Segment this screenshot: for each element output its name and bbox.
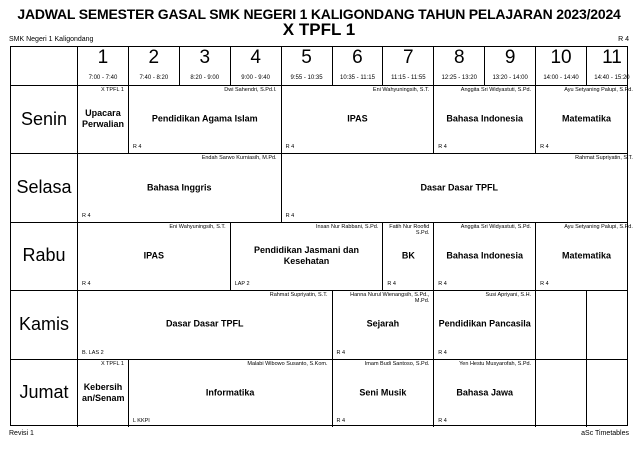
class-title: X TPFL 1 — [282, 20, 356, 39]
lesson-room: R 4 — [438, 349, 447, 356]
period-number: 4 — [250, 47, 261, 68]
lesson-subject: Bahasa Inggris — [147, 182, 212, 193]
lesson-cell[interactable] — [281, 85, 434, 153]
lesson-cell[interactable] — [77, 85, 128, 153]
lesson-subject: Bahasa Indonesia — [446, 250, 523, 261]
lesson-cell[interactable] — [433, 222, 535, 290]
day-label: Kamis — [18, 313, 69, 334]
lesson-subject: Bahasa Jawa — [456, 387, 513, 398]
lesson-teacher: Anggita Sri Widyastuti, S.Pd. — [460, 223, 532, 230]
lesson-cell[interactable] — [433, 290, 535, 358]
period-time: 9:55 - 10:35 — [290, 75, 323, 81]
lesson-room: R 4 — [438, 417, 447, 424]
lesson-teacher: X TPFL 1 — [100, 360, 124, 367]
lesson-room: R 4 — [540, 144, 549, 151]
lesson-teacher: Hanna Nurul Wienangsih, S.Pd., M.Pd. — [350, 292, 430, 305]
lesson-teacher: Eni Wahyuningsih, S.T. — [169, 223, 226, 230]
period-time: 10:35 - 11:15 — [339, 75, 375, 81]
period-time: 9:00 - 9:40 — [241, 75, 270, 81]
lesson-subject: Pendidikan Pancasila — [438, 318, 531, 329]
lesson-teacher: Rahmat Supriyatin, S.T. — [269, 292, 328, 299]
lesson-subject: BK — [401, 250, 415, 261]
lesson-subject: Matematika — [561, 113, 611, 124]
lesson-cell[interactable] — [535, 222, 637, 290]
lesson-room: R 4 — [82, 212, 91, 219]
period-time: 7:40 - 8:20 — [139, 75, 169, 81]
lesson-teacher: Ayu Setyaning Palupi, S.Pd. — [564, 87, 633, 93]
lesson-room: R 4 — [540, 281, 549, 288]
lesson-cell[interactable] — [230, 222, 383, 290]
generator-label: aSc Timetables — [581, 430, 629, 437]
lesson-cell[interactable] — [77, 290, 332, 358]
period-header — [484, 47, 535, 85]
lesson-subject: Seni Musik — [359, 387, 407, 398]
period-header — [332, 47, 383, 85]
period-header — [230, 47, 281, 85]
revision-label: Revisi 1 — [9, 430, 34, 437]
lesson-room: B. LAS 2 — [82, 349, 104, 356]
lesson-room: R 4 — [336, 349, 346, 356]
period-number: 9 — [504, 47, 516, 68]
lesson-room: R 4 — [132, 144, 142, 151]
lesson-cell[interactable] — [128, 85, 281, 153]
period-time: 14:00 - 14:40 — [543, 75, 579, 81]
period-number: 10 — [550, 47, 572, 68]
lesson-room: R 4 — [438, 281, 447, 288]
period-header — [179, 47, 230, 85]
lesson-subject: Dasar Dasar TPFL — [420, 182, 499, 193]
period-number: 6 — [352, 47, 363, 68]
lesson-subject: Upacara Perwalian — [82, 108, 125, 130]
lesson-cell[interactable] — [535, 290, 586, 358]
period-header — [128, 47, 179, 85]
lesson-teacher: Dwi Sahendri, S.Pd.I. — [224, 87, 277, 93]
lesson-cell[interactable] — [77, 222, 230, 290]
period-time: 13:20 - 14:00 — [492, 75, 528, 81]
lesson-cell[interactable] — [535, 85, 637, 153]
lesson-teacher: Yen Hestu Musyarofah, S.Pd. — [459, 360, 532, 367]
lesson-cell[interactable] — [281, 153, 637, 221]
period-header — [281, 47, 332, 85]
lesson-subject: IPAS — [143, 250, 165, 261]
lesson-teacher: Imam Budi Santoso, S.Pd. — [364, 360, 430, 367]
lesson-cell[interactable] — [77, 153, 281, 221]
day-label: Jumat — [19, 382, 69, 403]
lesson-cell[interactable] — [433, 85, 535, 153]
lesson-teacher: X TPFL 1 — [100, 87, 124, 93]
lesson-room: R 4 — [387, 281, 396, 288]
lesson-cell[interactable] — [382, 222, 433, 290]
lesson-cell[interactable] — [433, 359, 535, 427]
lesson-teacher: Susi Apriyani, S.H. — [485, 292, 532, 299]
lesson-subject: Bahasa Indonesia — [446, 113, 523, 124]
lesson-cell[interactable] — [332, 359, 434, 427]
lesson-subject: Dasar Dasar TPFL — [165, 318, 244, 329]
lesson-cell[interactable] — [332, 290, 434, 358]
period-number: 1 — [97, 47, 109, 68]
school-name: SMK Negeri 1 Kaligondang — [9, 36, 94, 43]
lesson-teacher: Eni Wahyuningsih, S.T. — [372, 87, 430, 93]
lesson-room: R 4 — [438, 144, 447, 151]
lesson-cell[interactable] — [586, 359, 637, 427]
lesson-teacher: Endah Sarwo Kurniasih, M.Pd. — [201, 155, 277, 162]
day-label: Senin — [20, 108, 68, 129]
period-number: 11 — [602, 47, 622, 68]
period-header — [535, 47, 586, 85]
period-header — [382, 47, 433, 85]
lesson-subject: Pendidikan Agama Islam — [151, 113, 258, 124]
lesson-subject: Sejarah — [366, 318, 400, 329]
period-number: 3 — [199, 47, 211, 68]
lesson-teacher: Anggita Sri Widyastuti, S.Pd. — [460, 87, 532, 93]
lesson-room: L KKPI — [132, 417, 150, 424]
lesson-subject: Pendidikan Jasmani dan Kesehatan — [254, 244, 360, 266]
period-time: 7:00 - 7:40 — [88, 75, 118, 81]
period-time: 8:20 - 9:00 — [190, 75, 220, 81]
day-label: Selasa — [16, 177, 72, 198]
lesson-room: R 4 — [82, 281, 91, 288]
lesson-cell[interactable] — [535, 359, 586, 427]
lesson-subject: Informatika — [205, 387, 255, 398]
lesson-cell[interactable] — [586, 290, 637, 358]
lesson-cell[interactable] — [128, 359, 332, 427]
period-time: 14:40 - 15:20 — [594, 75, 630, 81]
day-label: Rabu — [22, 245, 66, 266]
lesson-room: R 4 — [285, 144, 295, 151]
period-time: 11:15 - 11:55 — [391, 75, 426, 81]
room-label: R 4 — [618, 36, 629, 43]
lesson-teacher: Malabi Wibowo Susanto, S.Kom. — [247, 360, 328, 367]
period-number: 7 — [403, 47, 414, 68]
period-number: 5 — [301, 47, 312, 68]
lesson-subject: Matematika — [561, 250, 611, 261]
lesson-teacher: Ayu Setyaning Palupi, S.Pd. — [564, 223, 633, 230]
lesson-room: LAP 2 — [234, 281, 250, 288]
period-number: 8 — [453, 47, 465, 68]
period-number: 2 — [148, 47, 160, 68]
timetable-grid — [10, 46, 633, 426]
lesson-subject: Kebersih an/Senam — [82, 381, 125, 403]
period-time: 12:25 - 13:20 — [441, 75, 477, 81]
lesson-teacher: Fatih Nur Roofid S.Pd. — [389, 223, 430, 236]
lesson-teacher: Rahmat Supriyatin, S.T. — [575, 155, 633, 162]
lesson-subject: IPAS — [347, 113, 368, 124]
lesson-cell[interactable] — [77, 359, 128, 427]
period-header — [77, 47, 128, 85]
period-header — [586, 47, 637, 85]
lesson-room: R 4 — [285, 212, 295, 219]
page-title: JADWAL SEMESTER GASAL SMK NEGERI 1 KALIGONDANG TAHUN PELAJARAN 2023/2024 — [17, 6, 621, 22]
period-header — [433, 47, 484, 85]
lesson-teacher: Insan Nur Rabbani, S.Pd. — [316, 223, 379, 230]
lesson-room: R 4 — [336, 417, 346, 424]
